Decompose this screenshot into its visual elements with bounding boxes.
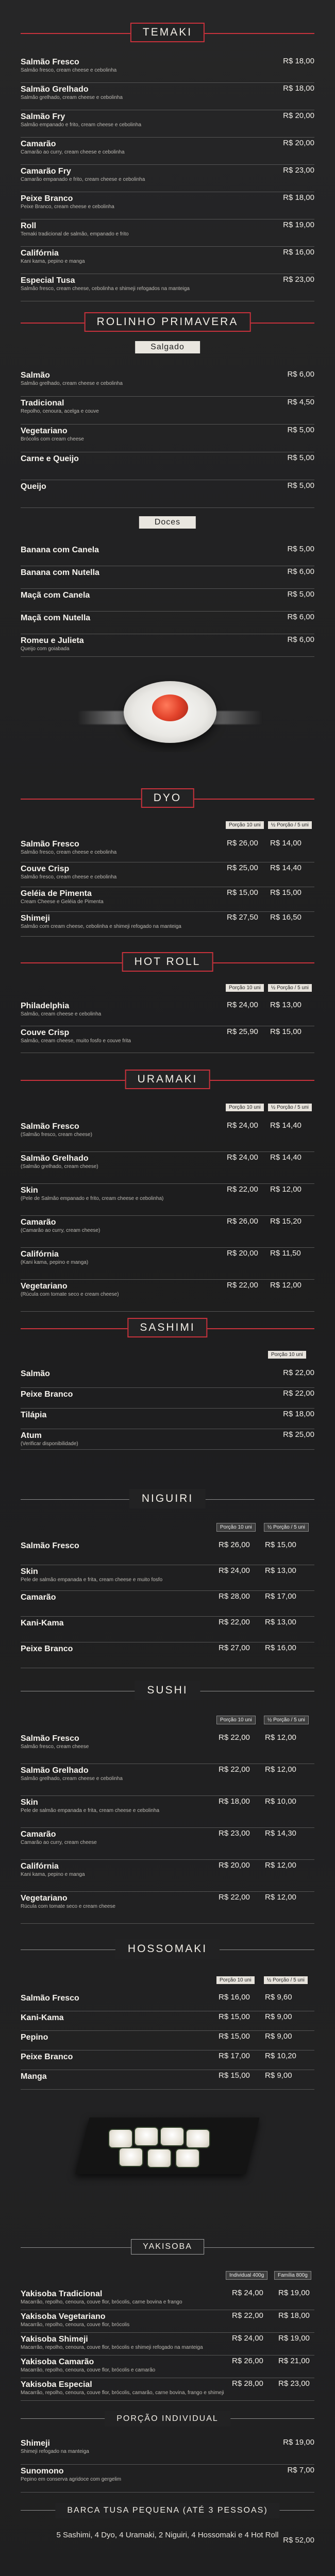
item-price-full: R$ 27,50 xyxy=(227,913,258,922)
item-name: Yakisoba Camarão xyxy=(21,2358,94,2366)
item-name: Vegetariano xyxy=(21,1282,68,1291)
item-price: R$ 6,00 xyxy=(287,613,314,621)
menu-item xyxy=(21,192,314,219)
item-description: Repolho, cenoura, acelga e couve xyxy=(21,409,99,414)
item-price-full: R$ 22,00 xyxy=(219,1765,250,1774)
porcao-header: PORÇÃO INDIVIDUAL xyxy=(105,2411,230,2427)
item-name: Atum xyxy=(21,1431,42,1440)
item-price-full: R$ 25,00 xyxy=(227,863,258,872)
item-price-half: R$ 19,00 xyxy=(278,2289,310,2297)
yakisoba-col2: Família 800g xyxy=(274,2271,311,2280)
sashimi-header: SASHIMI xyxy=(127,1318,207,1337)
item-name: Yakisoba Vegetariano xyxy=(21,2312,106,2321)
item-description: Salmão grelhado, cream cheese e cebolinha xyxy=(21,95,123,100)
item-description: Macarrão, repolho, cenoura, couve flor, brócolis e camarão xyxy=(21,2367,156,2373)
item-name: Maçã com Canela xyxy=(21,591,90,600)
item-name: Salmão Grelhado xyxy=(21,1766,89,1775)
item-name: Couve Crisp xyxy=(21,865,70,873)
doces-list xyxy=(21,544,314,657)
item-name: Salmão Fresco xyxy=(21,1122,79,1131)
menu-item xyxy=(21,138,314,165)
rolinho-header: ROLINHO PRIMAVERA xyxy=(85,312,251,332)
uramaki-col2: ½ Porção / 5 uni xyxy=(268,1104,312,1111)
menu-item xyxy=(21,2465,314,2493)
item-name: Camarão xyxy=(21,1593,56,1602)
item-name: Salmão Fresco xyxy=(21,1734,79,1743)
item-description: Salmão grelhado, cream cheese e cebolinha xyxy=(21,381,123,386)
item-price: R$ 23,00 xyxy=(283,275,314,284)
item-name: Especial Tusa xyxy=(21,276,75,285)
salgado-list xyxy=(21,369,314,508)
menu-item xyxy=(21,2031,314,2050)
niguiri-header: NIGUIRI xyxy=(129,1489,206,1509)
item-price: R$ 5,00 xyxy=(287,426,314,434)
item-price: R$ 23,00 xyxy=(283,166,314,175)
item-price-half: R$ 10,00 xyxy=(265,1797,296,1806)
item-price-full: R$ 26,00 xyxy=(227,839,258,848)
item-price-full: R$ 26,00 xyxy=(219,1540,250,1549)
menu-item xyxy=(21,1764,314,1796)
item-price-full: R$ 15,00 xyxy=(219,2012,250,2021)
item-name: Yakisoba Especial xyxy=(21,2380,92,2389)
menu-item xyxy=(21,1026,314,1053)
item-price-half: R$ 13,00 xyxy=(265,1566,296,1575)
item-name: Roll xyxy=(21,222,37,230)
item-price-half: R$ 23,00 xyxy=(278,2379,310,2388)
menu-item xyxy=(21,1828,314,1860)
item-description: (Verificar disponibilidade) xyxy=(21,1441,78,1447)
item-description: Camarão ao curry, cream cheese e cebolinha xyxy=(21,149,125,155)
item-name: Camarão Fry xyxy=(21,167,71,176)
menu-item xyxy=(21,1388,314,1409)
item-name: Yakisoba Shimeji xyxy=(21,2335,88,2344)
item-price-half: R$ 21,00 xyxy=(278,2357,310,2365)
dish-photo-1 xyxy=(67,675,273,752)
item-name: Banana com Nutella xyxy=(21,568,99,577)
item-price: R$ 6,00 xyxy=(287,370,314,379)
yakisoba-col1: Individual 400g xyxy=(226,2271,267,2280)
item-description: (Pele de Salmão empanado e frito, cream cheese e cebolinha) xyxy=(21,1196,164,1201)
item-price-full: R$ 17,00 xyxy=(219,2052,250,2060)
menu-item xyxy=(21,1248,314,1280)
item-price-half: R$ 9,00 xyxy=(265,2012,292,2021)
item-price-full: R$ 23,00 xyxy=(219,1829,250,1838)
item-price: R$ 5,00 xyxy=(287,590,314,599)
menu-item xyxy=(21,566,314,589)
menu-item xyxy=(21,999,314,1026)
item-description: Rúcula com tomate seco e cream cheese xyxy=(21,1904,115,1909)
item-price: R$ 19,00 xyxy=(283,221,314,229)
item-price-half: R$ 18,00 xyxy=(278,2311,310,2320)
menu-item xyxy=(21,887,314,912)
menu-item xyxy=(21,1892,314,1924)
item-price: R$ 5,00 xyxy=(287,545,314,553)
menu-item xyxy=(21,1152,314,1184)
menu-item xyxy=(21,1539,314,1565)
item-name: Salmão Fresco xyxy=(21,58,79,66)
item-price-full: R$ 28,00 xyxy=(219,1592,250,1601)
item-name: Camarão xyxy=(21,140,56,148)
item-price-full: R$ 20,00 xyxy=(219,1861,250,1870)
item-name: Salmão Fry xyxy=(21,112,65,121)
item-price-half: R$ 13,00 xyxy=(270,1001,301,1009)
item-name: Peixe Branco xyxy=(21,1645,73,1653)
item-price-half: R$ 12,00 xyxy=(265,1861,296,1870)
item-price-half: R$ 15,20 xyxy=(270,1217,301,1226)
item-price-half: R$ 12,00 xyxy=(265,1733,296,1742)
item-price-full: R$ 24,00 xyxy=(232,2289,263,2297)
item-description: Macarrão, repolho, cenoura, couve flor, brócolis e shimeji refogado na manteiga xyxy=(21,2345,203,2350)
item-description: (Rúcula com tomate seco e cream cheese) xyxy=(21,1292,119,1297)
menu-item xyxy=(21,165,314,192)
item-description: Salmão grelhado, cream cheese e cebolinha xyxy=(21,1776,123,1782)
item-price-half: R$ 14,00 xyxy=(270,839,301,848)
item-description: Salmão fresco, cream cheese, cebolinha e shimeji refogados na manteiga xyxy=(21,286,190,292)
menu-item xyxy=(21,369,314,397)
item-price-half: R$ 9,00 xyxy=(265,2071,292,2080)
item-description: Macarrão, repolho, cenoura, couve flor, brócolis, carne bovina e frango xyxy=(21,2299,182,2305)
menu-item xyxy=(21,452,314,480)
item-description: Pele de salmão empanada e frita, cream cheese e cebolinha xyxy=(21,1808,160,1814)
dyo-header: DYO xyxy=(141,788,194,808)
item-description: Salmão fresco, cream cheese xyxy=(21,1744,89,1750)
item-name: Salmão Fresco xyxy=(21,840,79,849)
item-price: R$ 25,00 xyxy=(283,1430,314,1439)
item-name: Shimeji xyxy=(21,914,50,923)
menu-item xyxy=(21,1642,314,1668)
item-name: Yakisoba Tradicional xyxy=(21,2290,103,2298)
item-name: Carne e Queijo xyxy=(21,454,79,463)
item-description: Salmão com cream cheese, cebolinha e shimeji refogado na manteiga xyxy=(21,924,181,929)
item-description: Temaki tradicional de salmão, empanado e frito xyxy=(21,231,129,237)
item-description: (Camarão ao curry, cream cheese) xyxy=(21,1228,100,1233)
sushi-list xyxy=(21,1732,314,1924)
item-price-half: R$ 16,00 xyxy=(265,1643,296,1652)
item-price-full: R$ 24,00 xyxy=(219,1566,250,1575)
item-price-half: R$ 17,00 xyxy=(265,1592,296,1601)
item-name: Shimeji xyxy=(21,2439,50,2448)
item-price-full: R$ 22,00 xyxy=(227,1185,258,1194)
item-price-half: R$ 12,00 xyxy=(265,1765,296,1774)
item-price-full: R$ 24,00 xyxy=(232,2334,263,2343)
item-price: R$ 5,00 xyxy=(287,481,314,490)
dyo-col2: ½ Porção / 5 uni xyxy=(268,821,312,829)
item-name: Skin xyxy=(21,1567,38,1576)
hotroll-col2: ½ Porção / 5 uni xyxy=(268,984,312,992)
menu-item xyxy=(21,838,314,862)
temaki-list xyxy=(21,56,314,301)
item-name: Philadelphia xyxy=(21,1002,70,1010)
menu-item xyxy=(21,589,314,612)
item-price-full: R$ 22,00 xyxy=(219,1893,250,1902)
item-description: Peixe Branco, cream cheese e cebolinha xyxy=(21,204,114,210)
item-name: Kani-Kama xyxy=(21,1619,64,1628)
hotroll-header: HOT ROLL xyxy=(122,952,213,972)
item-description: Queijo com goiabada xyxy=(21,646,70,652)
menu-item xyxy=(21,634,314,657)
menu-item xyxy=(21,480,314,508)
item-price-half: R$ 14,40 xyxy=(270,1121,301,1130)
item-price-full: R$ 20,00 xyxy=(227,1249,258,1258)
menu-item xyxy=(21,912,314,937)
item-name: Salmão Grelhado xyxy=(21,85,89,94)
sashimi-col1: Porção 10 uni xyxy=(268,1351,306,1359)
dyo-col1: Porção 10 uni xyxy=(226,821,264,829)
item-price-full: R$ 27,00 xyxy=(219,1643,250,1652)
menu-item xyxy=(21,1184,314,1216)
item-price-full: R$ 24,00 xyxy=(227,1121,258,1130)
item-description: (Salmão grelhado, cream cheese) xyxy=(21,1164,98,1170)
item-name: Queijo xyxy=(21,482,46,491)
item-price-full: R$ 22,00 xyxy=(227,1281,258,1290)
niguiri-col1: Porção 10 uni xyxy=(216,1523,256,1532)
item-price-full: R$ 16,00 xyxy=(219,1993,250,2002)
item-price-full: R$ 15,00 xyxy=(219,2032,250,2041)
item-description: Pepino em conserva agridoce com gergelim xyxy=(21,2477,122,2482)
item-price-full: R$ 26,00 xyxy=(227,1217,258,1226)
menu-item xyxy=(21,2333,314,2355)
menu-item xyxy=(21,397,314,425)
item-price-half: R$ 9,60 xyxy=(265,1993,292,2002)
item-price-half: R$ 19,00 xyxy=(278,2334,310,2343)
item-description: Brócolis com cream cheese xyxy=(21,436,84,442)
menu-item xyxy=(21,1120,314,1152)
menu-item xyxy=(21,544,314,566)
menu-item xyxy=(21,1409,314,1429)
item-price-half: R$ 12,00 xyxy=(270,1281,301,1290)
item-price: R$ 18,00 xyxy=(283,84,314,93)
item-price-half: R$ 15,00 xyxy=(270,888,301,897)
item-name: Tradicional xyxy=(21,399,64,408)
temaki-header: TEMAKI xyxy=(130,23,205,42)
item-description: (Kani kama, pepino e manga) xyxy=(21,1260,89,1265)
menu-item xyxy=(21,1860,314,1892)
item-name: Skin xyxy=(21,1798,38,1807)
uramaki-header: URAMAKI xyxy=(125,1070,210,1089)
salgado-subheader: Salgado xyxy=(135,341,200,353)
item-description: Salmão fresco, cream cheese e cebolinha xyxy=(21,874,117,880)
item-price-half: R$ 14,40 xyxy=(270,1153,301,1162)
item-description: Salmão fresco, cream cheese e cebolinha xyxy=(21,67,117,73)
item-name: Vegetariano xyxy=(21,1894,68,1903)
item-description: Macarrão, repolho, cenoura, couve flor, brócolis xyxy=(21,2322,130,2328)
item-price: R$ 22,00 xyxy=(283,1389,314,1398)
item-name: Banana com Canela xyxy=(21,546,99,554)
barca-pequena-text: 5 Sashimi, 4 Dyo, 4 Uramaki, 2 Niguiri, 4 Hossomaki e 4 Hot Roll xyxy=(56,2531,279,2539)
item-name: Vegetariano xyxy=(21,427,68,435)
item-price-full: R$ 26,00 xyxy=(232,2357,263,2365)
hossomaki-col1: Porção 10 uni xyxy=(216,1976,255,1984)
item-description: (Salmão fresco, cream cheese) xyxy=(21,1132,92,1138)
menu-item xyxy=(21,56,314,83)
item-price-full: R$ 24,00 xyxy=(227,1001,258,1009)
menu-item xyxy=(21,1216,314,1248)
item-price: R$ 7,00 xyxy=(287,2466,314,2475)
menu-item xyxy=(21,2050,314,2070)
item-name: Sunomono xyxy=(21,2467,64,2476)
item-name: Romeu e Julieta xyxy=(21,636,84,645)
item-price-half: R$ 9,00 xyxy=(265,2032,292,2041)
item-description: Salmão, cream cheese e cebolinha xyxy=(21,1011,102,1017)
menu-item xyxy=(21,2310,314,2333)
item-price-half: R$ 16,50 xyxy=(270,913,301,922)
menu-item xyxy=(21,1992,314,2011)
item-description: Shimeji refogado na manteiga xyxy=(21,2449,89,2454)
menu-item xyxy=(21,612,314,634)
sushi-col1: Porção 10 uni xyxy=(216,1716,256,1724)
item-name: Califórnia xyxy=(21,1250,59,1259)
item-price: R$ 4,50 xyxy=(287,398,314,406)
item-description: Kani kama, pepino e manga xyxy=(21,259,85,264)
item-name: Peixe Branco xyxy=(21,2053,73,2061)
item-price: R$ 18,00 xyxy=(283,193,314,202)
item-price-half: R$ 11,50 xyxy=(270,1249,301,1258)
item-price: R$ 22,00 xyxy=(283,1368,314,1377)
yakisoba-header: YAKISOBA xyxy=(131,2239,204,2255)
item-price: R$ 19,00 xyxy=(283,2438,314,2447)
yakisoba-list xyxy=(21,2287,314,2401)
menu-item xyxy=(21,1617,314,1642)
item-description: Pele de salmão empanada e frita, cream cheese e muito fosfo xyxy=(21,1577,163,1583)
item-price: R$ 18,00 xyxy=(283,1410,314,1418)
menu-item xyxy=(21,1367,314,1388)
item-name: Peixe Branco xyxy=(21,194,73,203)
menu-item xyxy=(21,862,314,887)
item-description: Kani kama, pepino e manga xyxy=(21,1872,85,1877)
item-description: Salmão empanado e frito, cream cheese e cebolinha xyxy=(21,122,142,128)
porcao-list xyxy=(21,2437,314,2493)
item-description: Camarão empanado e frito, cream cheese e cebolinha xyxy=(21,177,145,182)
uramaki-list xyxy=(21,1120,314,1312)
menu-item xyxy=(21,1732,314,1764)
menu-item xyxy=(21,1565,314,1591)
niguiri-list xyxy=(21,1539,314,1668)
sushi-col2: ½ Porção / 5 uni xyxy=(264,1716,309,1724)
menu-item xyxy=(21,1796,314,1828)
item-description: Macarrão, repolho, cenoura, couve flor, brócolis, camarão, carne bovina, frango e shimeji xyxy=(21,2390,224,2396)
menu-item xyxy=(21,2070,314,2090)
item-price-half: R$ 12,00 xyxy=(270,1185,301,1194)
dyo-list xyxy=(21,838,314,937)
barca-pequena-price: R$ 52,00 xyxy=(283,2536,314,2545)
item-price: R$ 20,00 xyxy=(283,111,314,120)
menu-item xyxy=(21,2011,314,2031)
item-price-full: R$ 18,00 xyxy=(219,1797,250,1806)
item-price: R$ 20,00 xyxy=(283,139,314,147)
item-name: Couve Crisp xyxy=(21,1028,70,1037)
item-name: Salmão xyxy=(21,1369,50,1378)
item-price-full: R$ 22,00 xyxy=(219,1618,250,1626)
item-price-half: R$ 12,00 xyxy=(265,1893,296,1902)
item-name: Camarão xyxy=(21,1218,56,1227)
item-price: R$ 18,00 xyxy=(283,57,314,65)
item-price-half: R$ 13,00 xyxy=(265,1618,296,1626)
item-name: Califórnia xyxy=(21,1862,59,1871)
item-description: Cream Cheese e Geléia de Pimenta xyxy=(21,899,104,905)
item-price-full: R$ 15,00 xyxy=(227,888,258,897)
menu-item xyxy=(21,2437,314,2465)
menu-item xyxy=(21,83,314,110)
item-name: Tilápia xyxy=(21,1411,47,1419)
item-price-half: R$ 15,00 xyxy=(265,1540,296,1549)
item-name: Camarão xyxy=(21,1830,56,1839)
menu-item xyxy=(21,1280,314,1312)
item-name: Peixe Branco xyxy=(21,1390,73,1399)
menu-item xyxy=(21,247,314,274)
menu-item xyxy=(21,2355,314,2378)
item-price-full: R$ 28,00 xyxy=(232,2379,263,2388)
doces-subheader: Doces xyxy=(139,516,196,529)
dish-photo-2 xyxy=(46,2097,289,2195)
menu-item xyxy=(21,274,314,301)
item-name: Salmão xyxy=(21,371,50,380)
item-price-half: R$ 14,30 xyxy=(265,1829,296,1838)
hossomaki-col2: ½ Porção / 5 uni xyxy=(264,1976,308,1984)
item-price-full: R$ 22,00 xyxy=(219,1733,250,1742)
item-price-full: R$ 24,00 xyxy=(227,1153,258,1162)
uramaki-col1: Porção 10 uni xyxy=(226,1104,264,1111)
item-name: Pepino xyxy=(21,2033,48,2042)
item-price: R$ 5,00 xyxy=(287,453,314,462)
item-price: R$ 6,00 xyxy=(287,567,314,576)
menu-item xyxy=(21,1429,314,1450)
item-name: Skin xyxy=(21,1186,38,1195)
sushi-header: SUSHI xyxy=(135,1681,200,1700)
item-price-full: R$ 15,00 xyxy=(219,2071,250,2080)
item-name: Salmão Grelhado xyxy=(21,1154,89,1163)
item-price: R$ 16,00 xyxy=(283,248,314,257)
item-price-half: R$ 10,20 xyxy=(265,2052,296,2060)
barca-pequena-header: BARCA TUSA PEQUENA (ATÉ 3 PESSOAS) xyxy=(55,2503,279,2518)
hossomaki-list xyxy=(21,1992,314,2090)
item-price-half: R$ 15,00 xyxy=(270,1027,301,1036)
menu-item xyxy=(21,1591,314,1617)
item-name: Maçã com Nutella xyxy=(21,614,91,622)
item-description: Salmão, cream cheese, muito fosfo e couve frita xyxy=(21,1038,131,1044)
item-name: Califórnia xyxy=(21,249,59,258)
item-name: Salmão Fresco xyxy=(21,1541,79,1550)
menu-item xyxy=(21,2378,314,2401)
item-name: Geléia de Pimenta xyxy=(21,889,92,898)
niguiri-col2: ½ Porção / 5 uni xyxy=(264,1523,309,1532)
sashimi-list xyxy=(21,1367,314,1450)
hotroll-col1: Porção 10 uni xyxy=(226,984,264,992)
item-name: Salmão Fresco xyxy=(21,1994,79,2003)
hotroll-list xyxy=(21,999,314,1053)
menu-item xyxy=(21,219,314,247)
menu-item xyxy=(21,2287,314,2310)
menu-item xyxy=(21,425,314,452)
menu-item xyxy=(21,110,314,138)
item-name: Kani-Kama xyxy=(21,2013,64,2022)
item-description: Salmão fresco, cream cheese e cebolinha xyxy=(21,850,117,855)
item-description: Camarão ao curry, cream cheese xyxy=(21,1840,97,1845)
item-price-half: R$ 14,40 xyxy=(270,863,301,872)
item-price-full: R$ 22,00 xyxy=(232,2311,263,2320)
item-price: R$ 6,00 xyxy=(287,635,314,644)
hossomaki-header: HOSSOMAKI xyxy=(115,1939,220,1959)
item-price-full: R$ 25,90 xyxy=(227,1027,258,1036)
item-name: Manga xyxy=(21,2072,47,2081)
